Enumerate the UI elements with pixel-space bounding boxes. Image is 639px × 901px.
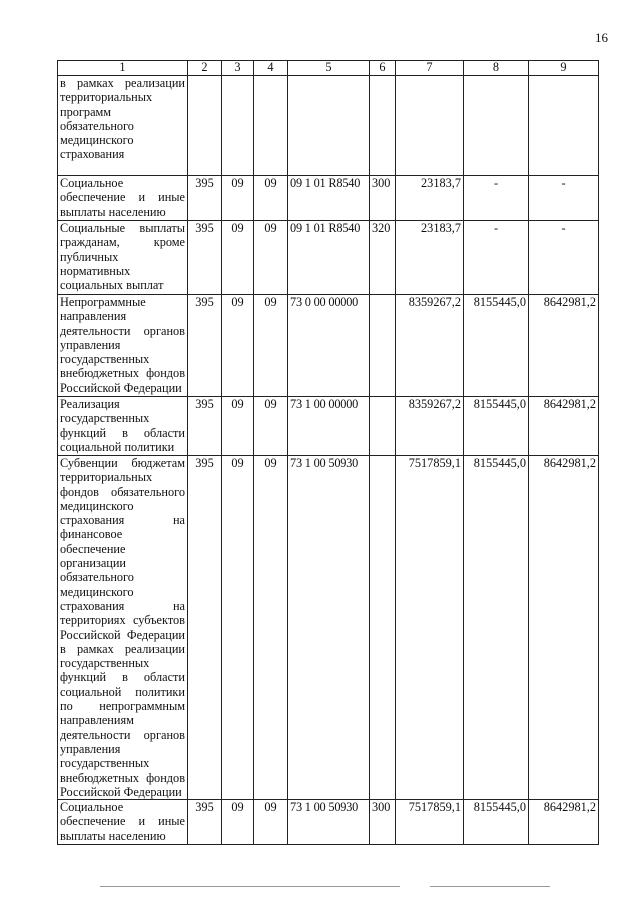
cell-amount-year3 xyxy=(529,76,599,176)
cell-amount-year1: 8359267,2 xyxy=(396,397,464,456)
cell-subsection: 09 xyxy=(254,397,288,456)
cell-amount-year2: 8155445,0 xyxy=(464,456,529,800)
cell-admin-code: 395 xyxy=(188,397,222,456)
row-name: в рамках реализации территориальных программ обязательного медицинского страхования xyxy=(58,76,188,176)
column-header: 5 xyxy=(288,61,370,76)
cell-section: 09 xyxy=(222,800,254,845)
page-number: 16 xyxy=(595,30,608,45)
column-header: 6 xyxy=(370,61,396,76)
cell-expense-type: 320 xyxy=(370,221,396,295)
header-row xyxy=(58,61,599,76)
cell-amount-year3: 8642981,2 xyxy=(529,397,599,456)
cell-amount-year3: 8642981,2 xyxy=(529,295,599,397)
footer-divider-right xyxy=(430,886,550,887)
row-name: Социальное обеспечение и иные выплаты населению xyxy=(58,176,188,221)
cell-target-article: 73 1 00 50930 xyxy=(288,456,370,800)
cell-amount-year2: 8155445,0 xyxy=(464,397,529,456)
cell-subsection: 09 xyxy=(254,221,288,295)
cell-amount-year2: 8155445,0 xyxy=(464,800,529,845)
cell-amount-year2 xyxy=(464,76,529,176)
cell-subsection xyxy=(254,76,288,176)
table-row xyxy=(58,76,599,176)
column-header: 2 xyxy=(188,61,222,76)
cell-amount-year3: - xyxy=(529,221,599,295)
table-row xyxy=(58,221,599,295)
cell-section: 09 xyxy=(222,295,254,397)
row-name: Субвенции бюджетам территориальных фондов обязательного медицинского страхования на финансовое обеспечение организации обязательного медицинского страхования на территориях субъектов Российской Федерации в рамках реализации государственных функций в области социальной политики по непрограммным направлениям деятельности органов управления государственных внебюджетных фондов Российской Федерации xyxy=(58,456,188,800)
column-header: 8 xyxy=(464,61,529,76)
cell-amount-year3: 8642981,2 xyxy=(529,800,599,845)
cell-amount-year1: 23183,7 xyxy=(396,221,464,295)
cell-expense-type xyxy=(370,397,396,456)
cell-subsection: 09 xyxy=(254,456,288,800)
column-header: 3 xyxy=(222,61,254,76)
cell-amount-year1: 8359267,2 xyxy=(396,295,464,397)
cell-expense-type xyxy=(370,456,396,800)
budget-table xyxy=(57,60,599,845)
cell-amount-year3: 8642981,2 xyxy=(529,456,599,800)
cell-amount-year2: 8155445,0 xyxy=(464,295,529,397)
cell-target-article: 73 1 00 00000 xyxy=(288,397,370,456)
cell-target-article: 73 1 00 50930 xyxy=(288,800,370,845)
cell-amount-year1: 7517859,1 xyxy=(396,456,464,800)
cell-expense-type: 300 xyxy=(370,176,396,221)
footer-divider-left xyxy=(100,886,400,887)
cell-section: 09 xyxy=(222,221,254,295)
cell-admin-code: 395 xyxy=(188,295,222,397)
cell-admin-code xyxy=(188,76,222,176)
cell-amount-year2: - xyxy=(464,176,529,221)
cell-expense-type: 300 xyxy=(370,800,396,845)
cell-target-article: 09 1 01 R8540 xyxy=(288,176,370,221)
cell-section xyxy=(222,76,254,176)
cell-subsection: 09 xyxy=(254,176,288,221)
table-row xyxy=(58,397,599,456)
row-name: Реализация государственных функций в области социальной политики xyxy=(58,397,188,456)
cell-amount-year1 xyxy=(396,76,464,176)
row-name: Социальное обеспечение и иные выплаты населению xyxy=(58,800,188,845)
cell-section: 09 xyxy=(222,456,254,800)
cell-target-article: 09 1 01 R8540 xyxy=(288,221,370,295)
column-header: 1 xyxy=(58,61,188,76)
cell-admin-code: 395 xyxy=(188,800,222,845)
table-row xyxy=(58,176,599,221)
cell-admin-code: 395 xyxy=(188,176,222,221)
column-header: 9 xyxy=(529,61,599,76)
cell-amount-year3: - xyxy=(529,176,599,221)
cell-target-article xyxy=(288,76,370,176)
cell-amount-year2: - xyxy=(464,221,529,295)
cell-admin-code: 395 xyxy=(188,221,222,295)
cell-expense-type xyxy=(370,295,396,397)
table-row xyxy=(58,456,599,800)
row-name: Социальные выплаты гражданам, кроме публичных нормативных социальных выплат xyxy=(58,221,188,295)
cell-admin-code: 395 xyxy=(188,456,222,800)
cell-subsection: 09 xyxy=(254,295,288,397)
cell-expense-type xyxy=(370,76,396,176)
table-row xyxy=(58,800,599,845)
column-header: 4 xyxy=(254,61,288,76)
column-header: 7 xyxy=(396,61,464,76)
row-name: Непрограммные направления деятельности органов управления государственных внебюджетных фондов Российской Федерации xyxy=(58,295,188,397)
cell-subsection: 09 xyxy=(254,800,288,845)
cell-section: 09 xyxy=(222,176,254,221)
table-row xyxy=(58,295,599,397)
cell-section: 09 xyxy=(222,397,254,456)
cell-amount-year1: 23183,7 xyxy=(396,176,464,221)
cell-amount-year1: 7517859,1 xyxy=(396,800,464,845)
cell-target-article: 73 0 00 00000 xyxy=(288,295,370,397)
